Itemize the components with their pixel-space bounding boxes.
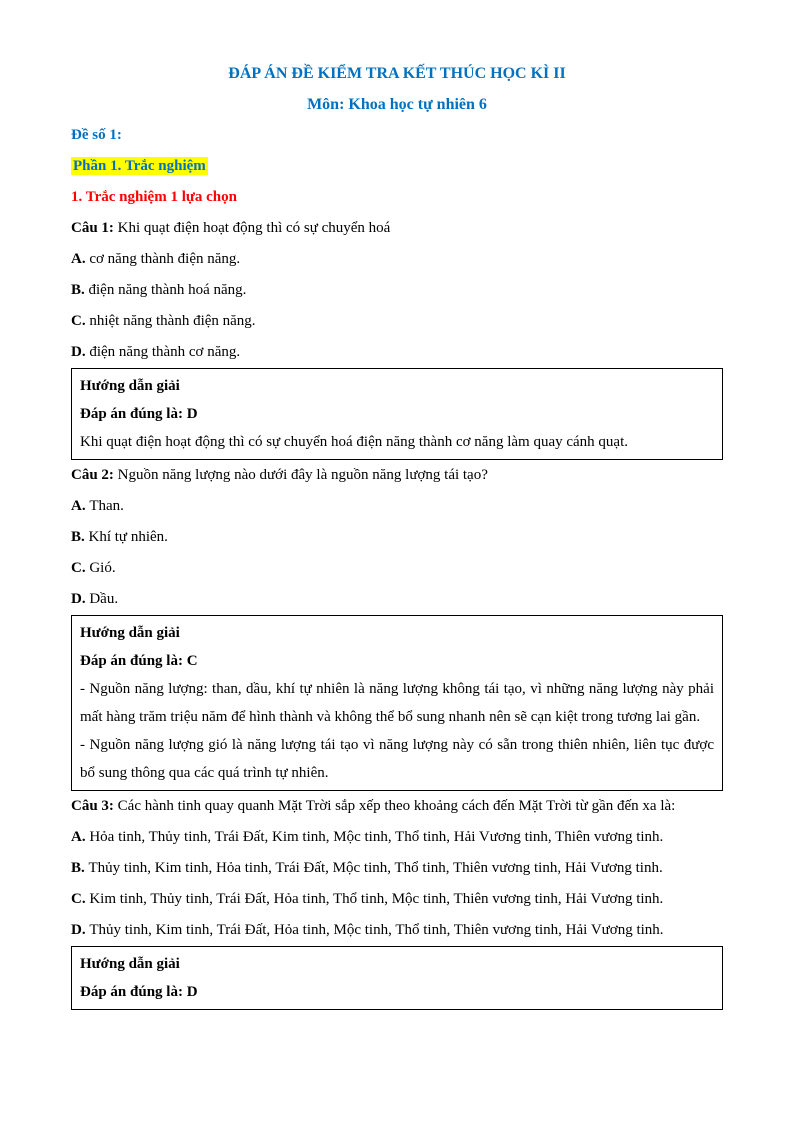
option-text: cơ năng thành điện năng.	[89, 251, 241, 267]
question-label: Câu 2:	[71, 467, 118, 483]
solution-answer: Đáp án đúng là: C	[80, 653, 198, 669]
option-label: C.	[71, 560, 90, 576]
question-stem	[71, 791, 723, 822]
option-d	[71, 584, 723, 615]
page-title: ĐÁP ÁN ĐỀ KIỂM TRA KẾT THÚC HỌC KÌ II	[228, 65, 566, 82]
question-text: Nguồn năng lượng nào dưới đây là nguồn năng lượng tái tạo?	[117, 467, 488, 483]
question-stem	[71, 460, 723, 491]
option-text: Hỏa tinh, Thủy tinh, Trái Đất, Kim tinh, Mộc tinh, Thổ tinh, Hải Vương tinh, Thiên vương tinh.	[89, 829, 664, 845]
option-text: Thủy tinh, Kim tinh, Trái Đất, Hỏa tinh, Mộc tinh, Thổ tinh, Thiên vương tinh, Hải Vương tinh.	[89, 922, 664, 938]
option-a	[71, 244, 723, 275]
solution-answer: Đáp án đúng là: D	[80, 984, 198, 1000]
option-text: Dầu.	[89, 591, 119, 607]
question-text: Các hành tinh quay quanh Mặt Trời sắp xếp theo khoảng cách đến Mặt Trời từ gần đến xa là:	[117, 798, 676, 814]
option-label: D.	[71, 922, 90, 938]
option-label: A.	[71, 829, 90, 845]
option-text: điện năng thành cơ năng.	[89, 344, 241, 360]
option-c	[71, 306, 723, 337]
option-label: B.	[71, 282, 89, 298]
option-label: D.	[71, 591, 90, 607]
question-stem	[71, 213, 723, 244]
option-a	[71, 491, 723, 522]
option-text: điện năng thành hoá năng.	[88, 282, 247, 298]
option-label: B.	[71, 860, 89, 876]
part-heading-line	[71, 151, 723, 182]
option-label: B.	[71, 529, 89, 545]
part-heading: Phần 1. Trắc nghiệm	[73, 158, 206, 174]
solution-box	[71, 615, 723, 791]
option-text: nhiệt năng thành điện năng.	[89, 313, 256, 329]
exam-set-label: Đề số 1:	[71, 127, 122, 143]
page-subtitle: Môn: Khoa học tự nhiên 6	[307, 96, 487, 113]
option-text: Gió.	[89, 560, 116, 576]
option-label: C.	[71, 313, 90, 329]
solution-paragraph: - Nguồn năng lượng: than, dầu, khí tự nhiên là năng lượng không tái tạo, vì những năng lượng này phải mất hàng trăm triệu năm để hình thành và không thể bổ sung nhanh nên sẽ cạn kiệt trong tương lai gần.	[80, 681, 714, 725]
option-label: C.	[71, 891, 90, 907]
option-b	[71, 275, 723, 306]
option-c	[71, 884, 723, 915]
solution-box	[71, 946, 723, 1010]
question-text: Khi quạt điện hoạt động thì có sự chuyển hoá	[117, 220, 391, 236]
option-text: Kim tinh, Thủy tinh, Trái Đất, Hỏa tinh, Thổ tinh, Mộc tinh, Thiên vương tinh, Hải Vương tinh.	[89, 891, 664, 907]
solution-heading: Hướng dẫn giải	[80, 625, 180, 641]
solution-heading: Hướng dẫn giải	[80, 378, 180, 394]
option-c	[71, 553, 723, 584]
option-label: D.	[71, 344, 90, 360]
option-text: Khí tự nhiên.	[88, 529, 168, 545]
option-label: A.	[71, 251, 90, 267]
question-label: Câu 1:	[71, 220, 118, 236]
solution-heading: Hướng dẫn giải	[80, 956, 180, 972]
solution-answer: Đáp án đúng là: D	[80, 406, 198, 422]
option-b	[71, 522, 723, 553]
option-text: Than.	[89, 498, 124, 514]
option-d	[71, 915, 723, 946]
option-b	[71, 853, 723, 884]
solution-box	[71, 368, 723, 460]
section-heading: 1. Trắc nghiệm 1 lựa chọn	[71, 189, 237, 205]
question-label: Câu 3:	[71, 798, 118, 814]
solution-paragraph: - Nguồn năng lượng gió là năng lượng tái tạo vì năng lượng này có sẵn trong thiên nhiên, liên tục được bổ sung thông qua các quá trình tự nhiên.	[80, 737, 714, 781]
option-label: A.	[71, 498, 90, 514]
option-text: Thủy tinh, Kim tinh, Hỏa tinh, Trái Đất, Mộc tinh, Thổ tinh, Thiên vương tinh, Hải Vương tinh.	[88, 860, 663, 876]
solution-paragraph: Khi quạt điện hoạt động thì có sự chuyển hoá điện năng thành cơ năng làm quay cánh quạt.	[80, 434, 629, 450]
option-d	[71, 337, 723, 368]
option-a	[71, 822, 723, 853]
